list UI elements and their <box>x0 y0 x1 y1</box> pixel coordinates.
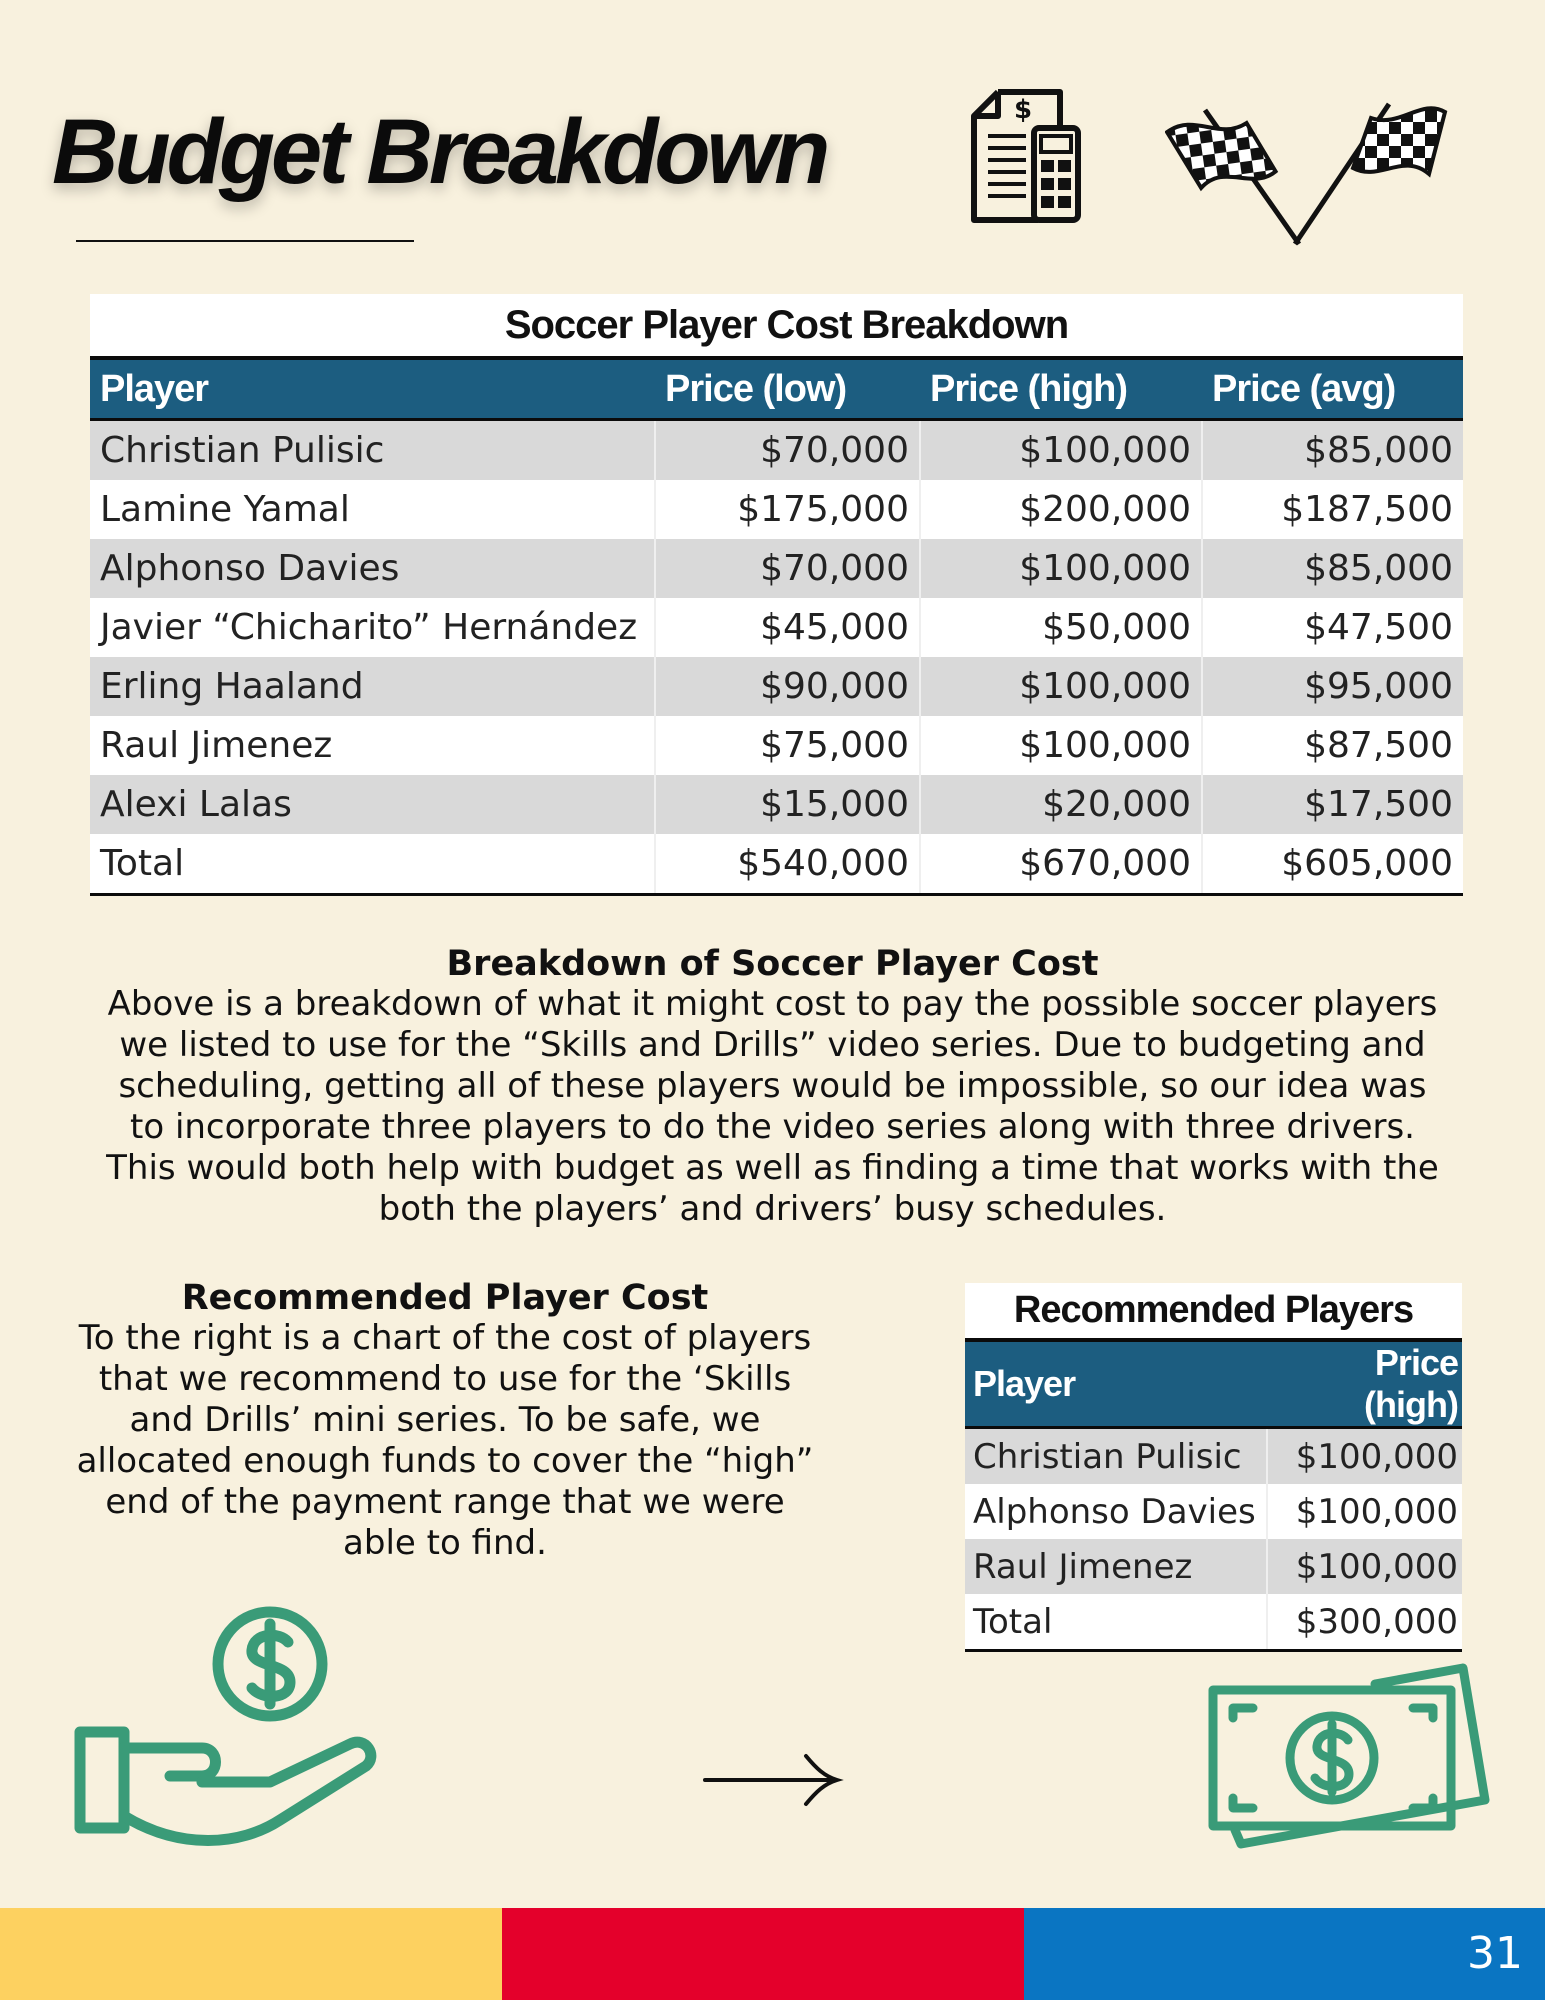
breakdown-line: scheduling, getting all of these players would be impossible, so our idea was <box>118 1066 1427 1106</box>
table-header-row <box>90 358 1463 420</box>
hand-holding-coin-icon <box>70 1600 390 1850</box>
price-avg: $17,500 <box>1202 775 1463 834</box>
total-label: Total <box>90 834 655 895</box>
table-caption: Recommended Players <box>965 1283 1462 1338</box>
price-avg: $95,000 <box>1202 657 1463 716</box>
player-name: Alphonso Davies <box>90 539 655 598</box>
recommended-line: able to find. <box>343 1523 547 1563</box>
total-price-high: $670,000 <box>920 834 1202 895</box>
page-title: Budget Breakdown <box>52 101 827 203</box>
table-header-row <box>965 1340 1462 1428</box>
price-low: $15,000 <box>655 775 920 834</box>
recommended-line: allocated enough funds to cover the “high” <box>76 1441 814 1481</box>
table-row <box>90 598 1463 657</box>
recommended-line: that we recommend to use for the ‘Skills <box>98 1359 792 1399</box>
price-avg: $85,000 <box>1202 539 1463 598</box>
price-avg: $87,500 <box>1202 716 1463 775</box>
player-name: Lamine Yamal <box>90 480 655 539</box>
recommended-players-table <box>965 1283 1462 1652</box>
footer-bar-red <box>502 1908 1024 2000</box>
recommended-line: and Drills’ mini series. To be safe, we <box>129 1400 761 1440</box>
total-price-avg: $605,000 <box>1202 834 1463 895</box>
recommended-line: To the right is a chart of the cost of players <box>78 1318 812 1358</box>
breakdown-line: to incorporate three players to do the video series along with three drivers. <box>130 1107 1415 1147</box>
breakdown-line: both the players’ and drivers’ busy schedules. <box>378 1189 1167 1229</box>
page-number: 31 <box>1467 1928 1523 1979</box>
player-name: Raul Jimenez <box>90 716 655 775</box>
checkered-flags-icon <box>1165 90 1465 250</box>
table-row <box>965 1539 1462 1594</box>
right-arrow-icon <box>700 1750 845 1810</box>
breakdown-heading: Breakdown of Soccer Player Cost <box>446 944 1099 984</box>
price-low: $90,000 <box>655 657 920 716</box>
table-row <box>90 775 1463 834</box>
total-price-low: $540,000 <box>655 834 920 895</box>
table-row <box>90 480 1463 539</box>
column-header-price-low: Price (low) <box>655 358 920 420</box>
player-name: Christian Pulisic <box>90 420 655 481</box>
player-name: Javier “Chicharito” Hernández <box>90 598 655 657</box>
table-row <box>90 716 1463 775</box>
player-name: Raul Jimenez <box>965 1539 1267 1594</box>
price-low: $45,000 <box>655 598 920 657</box>
recommended-section <box>75 1278 815 1564</box>
price-high: $100,000 <box>920 657 1202 716</box>
price-high: $100,000 <box>1267 1539 1462 1594</box>
total-label: Total <box>965 1594 1267 1651</box>
calculator-document-icon <box>968 88 1084 224</box>
table-row <box>965 1428 1462 1485</box>
price-low: $75,000 <box>655 716 920 775</box>
breakdown-line: Above is a breakdown of what it might cost to pay the possible soccer players <box>107 984 1438 1024</box>
total-price-high: $300,000 <box>1267 1594 1462 1651</box>
column-header-price-high: Price (high) <box>1267 1340 1462 1428</box>
price-high: $100,000 <box>920 420 1202 481</box>
column-header-player: Player <box>90 358 655 420</box>
price-low: $70,000 <box>655 420 920 481</box>
footer-bar-yellow <box>0 1908 502 2000</box>
price-low: $70,000 <box>655 539 920 598</box>
column-header-price-high: Price (high) <box>920 358 1202 420</box>
price-low: $175,000 <box>655 480 920 539</box>
column-header-price-avg: Price (avg) <box>1202 358 1463 420</box>
price-high: $50,000 <box>920 598 1202 657</box>
table-row <box>90 657 1463 716</box>
breakdown-section <box>100 944 1445 1230</box>
player-name: Alphonso Davies <box>965 1484 1267 1539</box>
table-caption: Soccer Player Cost Breakdown <box>90 294 1463 356</box>
table-row <box>90 420 1463 481</box>
price-high: $20,000 <box>920 775 1202 834</box>
column-header-player: Player <box>965 1340 1267 1428</box>
price-high: $100,000 <box>920 716 1202 775</box>
price-avg: $187,500 <box>1202 480 1463 539</box>
banknotes-icon <box>1205 1660 1495 1850</box>
player-name: Alexi Lalas <box>90 775 655 834</box>
total-row <box>90 834 1463 895</box>
svg-text:$: $ <box>1014 95 1033 125</box>
price-high: $100,000 <box>920 539 1202 598</box>
table-row <box>965 1484 1462 1539</box>
price-avg: $47,500 <box>1202 598 1463 657</box>
recommended-heading: Recommended Player Cost <box>181 1278 709 1318</box>
title-underline <box>76 240 414 242</box>
breakdown-line: This would both help with budget as well as finding a time that works with the <box>106 1148 1439 1188</box>
price-high: $100,000 <box>1267 1484 1462 1539</box>
soccer-player-cost-table <box>90 294 1463 896</box>
price-high: $100,000 <box>1267 1428 1462 1485</box>
player-name: Erling Haaland <box>90 657 655 716</box>
player-name: Christian Pulisic <box>965 1428 1267 1485</box>
price-avg: $85,000 <box>1202 420 1463 481</box>
price-high: $200,000 <box>920 480 1202 539</box>
recommended-line: end of the payment range that we were <box>105 1482 785 1522</box>
table-row <box>90 539 1463 598</box>
total-row <box>965 1594 1462 1651</box>
breakdown-line: we listed to use for the “Skills and Drills” video series. Due to budgeting and <box>119 1025 1426 1065</box>
